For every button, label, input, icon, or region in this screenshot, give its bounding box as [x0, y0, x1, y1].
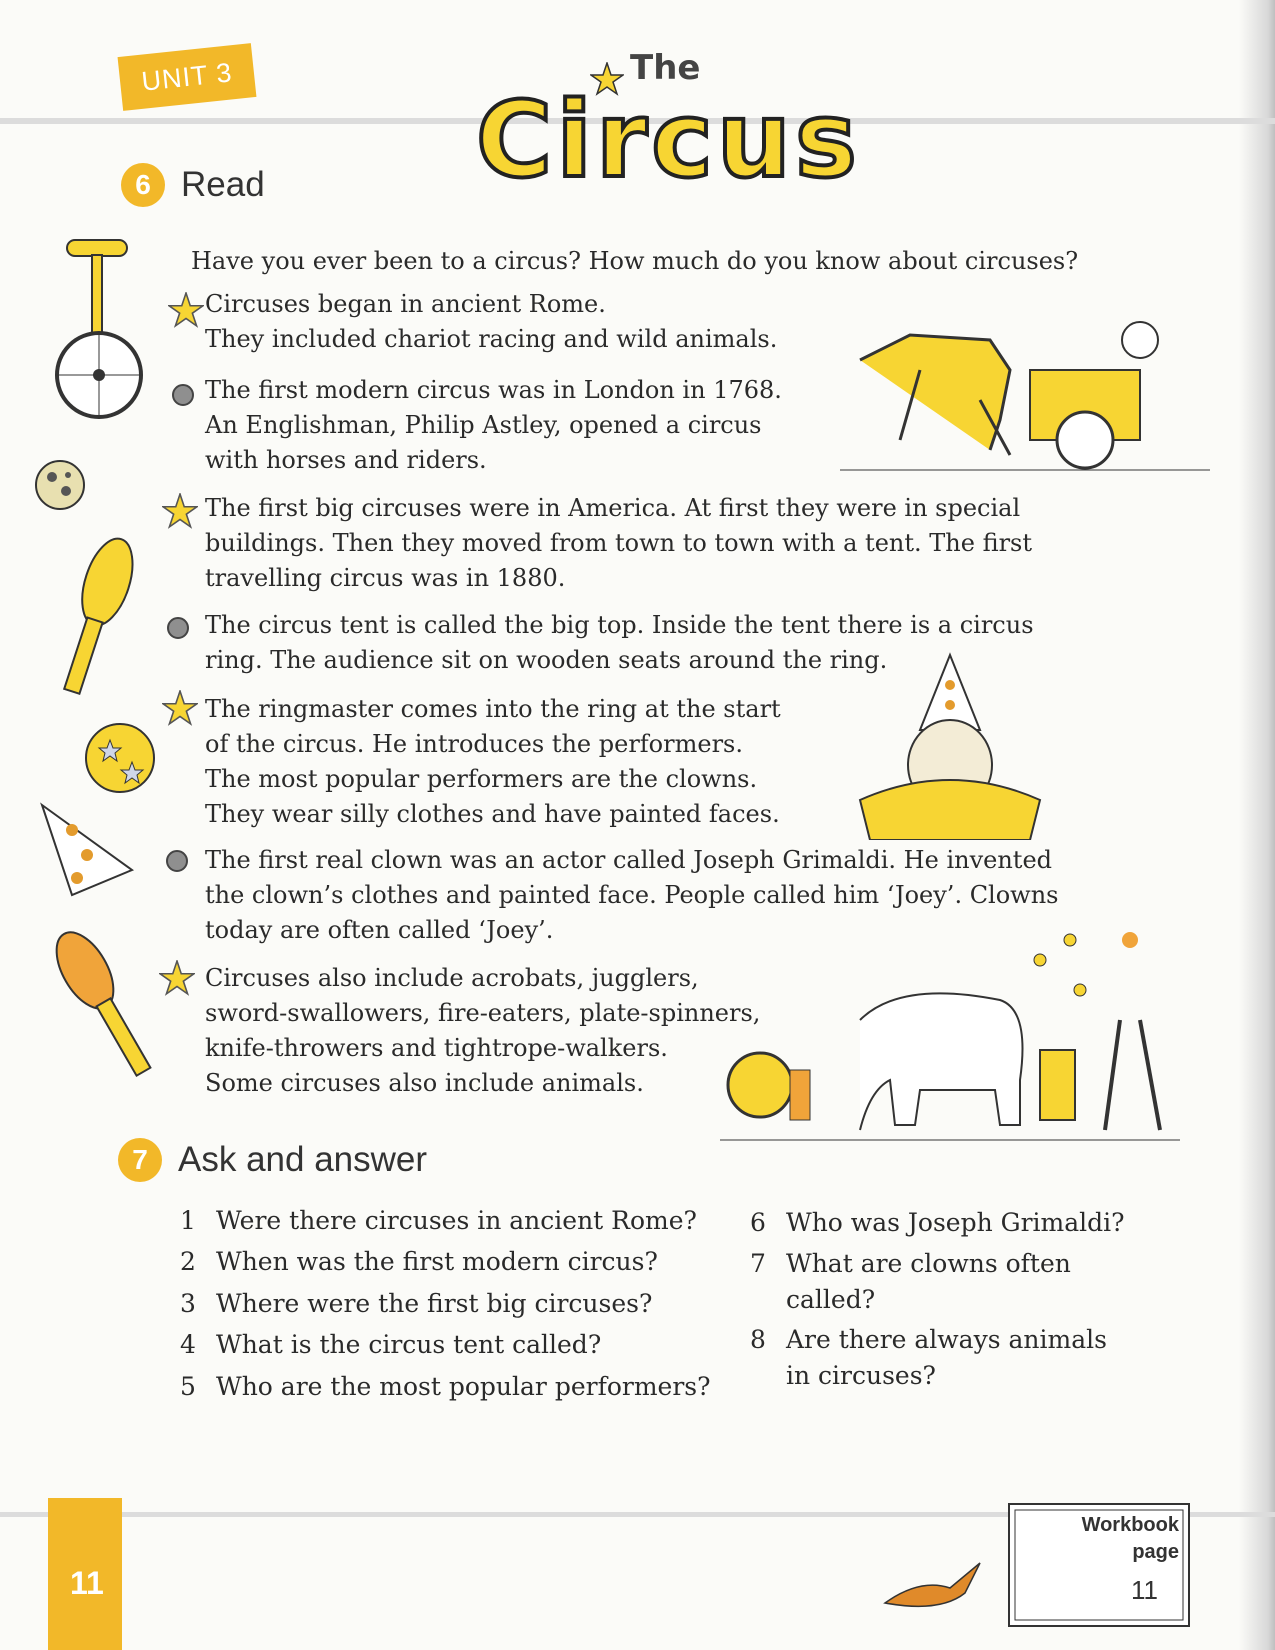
question-text: Where were the first big circuses? [216, 1289, 653, 1318]
paragraph-line: knife-throwers and tightrope-walkers. [205, 1034, 668, 1062]
title-small: The [630, 48, 701, 88]
paragraph-line: They wear silly clothes and have painted faces. [205, 800, 780, 828]
dot-bullet-icon [165, 615, 191, 645]
paragraph-line: today are often called ‘Joey’. [205, 916, 554, 944]
question-item [180, 1286, 652, 1322]
unicycle-illustration [55, 235, 165, 425]
question-number: 1 [180, 1206, 196, 1235]
question-text: called? [786, 1285, 876, 1314]
paragraph-line: Circuses also include acrobats, jugglers, [205, 964, 699, 992]
juggling-pin-illustration-2 [45, 920, 165, 1090]
unit-badge: UNIT 3 [118, 43, 257, 111]
question-number: 8 [750, 1325, 766, 1354]
clown-hat-illustration [32, 800, 142, 900]
question-number: 5 [180, 1372, 196, 1401]
question-item [180, 1327, 601, 1363]
paragraph-line: buildings. Then they moved from town to town with a tent. The first [205, 529, 1033, 557]
question-item [180, 1369, 711, 1405]
question-text: in circuses? [786, 1361, 936, 1390]
star-ball-illustration [80, 718, 160, 798]
paragraph-line: The most popular performers are the clowns. [205, 765, 758, 793]
question-text: Were there circuses in ancient Rome? [216, 1206, 697, 1235]
section-title: Ask and answer [178, 1140, 428, 1179]
read-paragraph [205, 491, 1032, 596]
paragraph-line: They included chariot racing and wild animals. [205, 325, 778, 353]
question-number: 2 [180, 1247, 196, 1276]
title-circus [472, 78, 922, 188]
section-number: 7 [118, 1138, 162, 1182]
section-title: Read [181, 165, 265, 204]
paragraph-line: travelling circus was in 1880. [205, 564, 566, 592]
question-text: Are there always animals [786, 1325, 1107, 1354]
paragraph-line: The first modern circus was in London in 1768. [205, 376, 782, 404]
paragraph-line: ring. The audience sit on wooden seats around the ring. [205, 646, 888, 674]
question-item [750, 1205, 1125, 1241]
question-item [750, 1246, 1071, 1318]
paragraph-line: Some circuses also include animals. [205, 1069, 644, 1097]
paragraph-line: The circus tent is called the big top. Inside the tent there is a circus [205, 611, 1034, 639]
page-number: 11 [70, 1565, 104, 1601]
section-ask-heading [118, 1138, 427, 1182]
question-text: Who are the most popular performers? [216, 1372, 711, 1401]
clown-face-illustration [850, 650, 1050, 840]
question-item [180, 1244, 658, 1280]
section-number: 6 [121, 163, 165, 207]
star-bullet-icon [162, 690, 198, 730]
chariot-illustration [840, 280, 1220, 480]
question-text: What is the circus tent called? [216, 1330, 602, 1359]
section-read-heading [121, 163, 265, 207]
dot-bullet-icon [170, 382, 196, 412]
paragraph-line: sword-swallowers, fire-eaters, plate-spinners, [205, 999, 761, 1027]
intro-text: Have you ever been to a circus? How much do you know about circuses? [191, 247, 1079, 275]
question-item [750, 1322, 1107, 1394]
paragraph-line: with horses and riders. [205, 446, 487, 474]
paragraph-line: An Englishman, Philip Astley, opened a circus [205, 411, 762, 439]
read-paragraph [205, 373, 782, 478]
question-text: When was the first modern circus? [216, 1247, 658, 1276]
question-number: 7 [750, 1249, 766, 1278]
question-number: 4 [180, 1330, 196, 1359]
question-text: What are clowns often [786, 1249, 1071, 1278]
question-item [180, 1203, 697, 1239]
star-bullet-icon [168, 292, 204, 332]
ball-illustration [30, 455, 90, 515]
question-number: 3 [180, 1289, 196, 1318]
paragraph-line: The first real clown was an actor called Joseph Grimaldi. He invented [205, 846, 1053, 874]
dot-bullet-icon [164, 848, 190, 878]
svg-text:Circus: Circus [476, 79, 861, 188]
question-number: 6 [750, 1208, 766, 1237]
question-text: Who was Joseph Grimaldi? [786, 1208, 1125, 1237]
juggling-pin-illustration [45, 530, 145, 710]
paragraph-line: The first big circuses were in America. At first they were in special [205, 494, 1021, 522]
paragraph-line: Circuses began in ancient Rome. [205, 290, 606, 318]
workbook-page-number: 11 [1131, 1575, 1158, 1605]
paragraph-line: the clown’s clothes and painted face. People called him ‘Joey’. Clowns [205, 881, 1059, 909]
paragraph-line: of the circus. He introduces the performers. [205, 730, 743, 758]
workbook-label-line2: page [1132, 1541, 1179, 1563]
page-edge-shadow [1239, 0, 1275, 1650]
bird-icon [880, 1558, 990, 1618]
paragraph-line: The ringmaster comes into the ring at the start [205, 695, 781, 723]
read-paragraph [205, 961, 760, 1101]
star-bullet-icon [162, 493, 198, 533]
elephant-juggler-illustration [720, 900, 1200, 1150]
read-paragraph [205, 287, 777, 357]
workbook-label [1082, 1512, 1179, 1566]
workbook-label-line1: Workbook [1081, 1514, 1179, 1536]
read-paragraph [205, 692, 781, 832]
